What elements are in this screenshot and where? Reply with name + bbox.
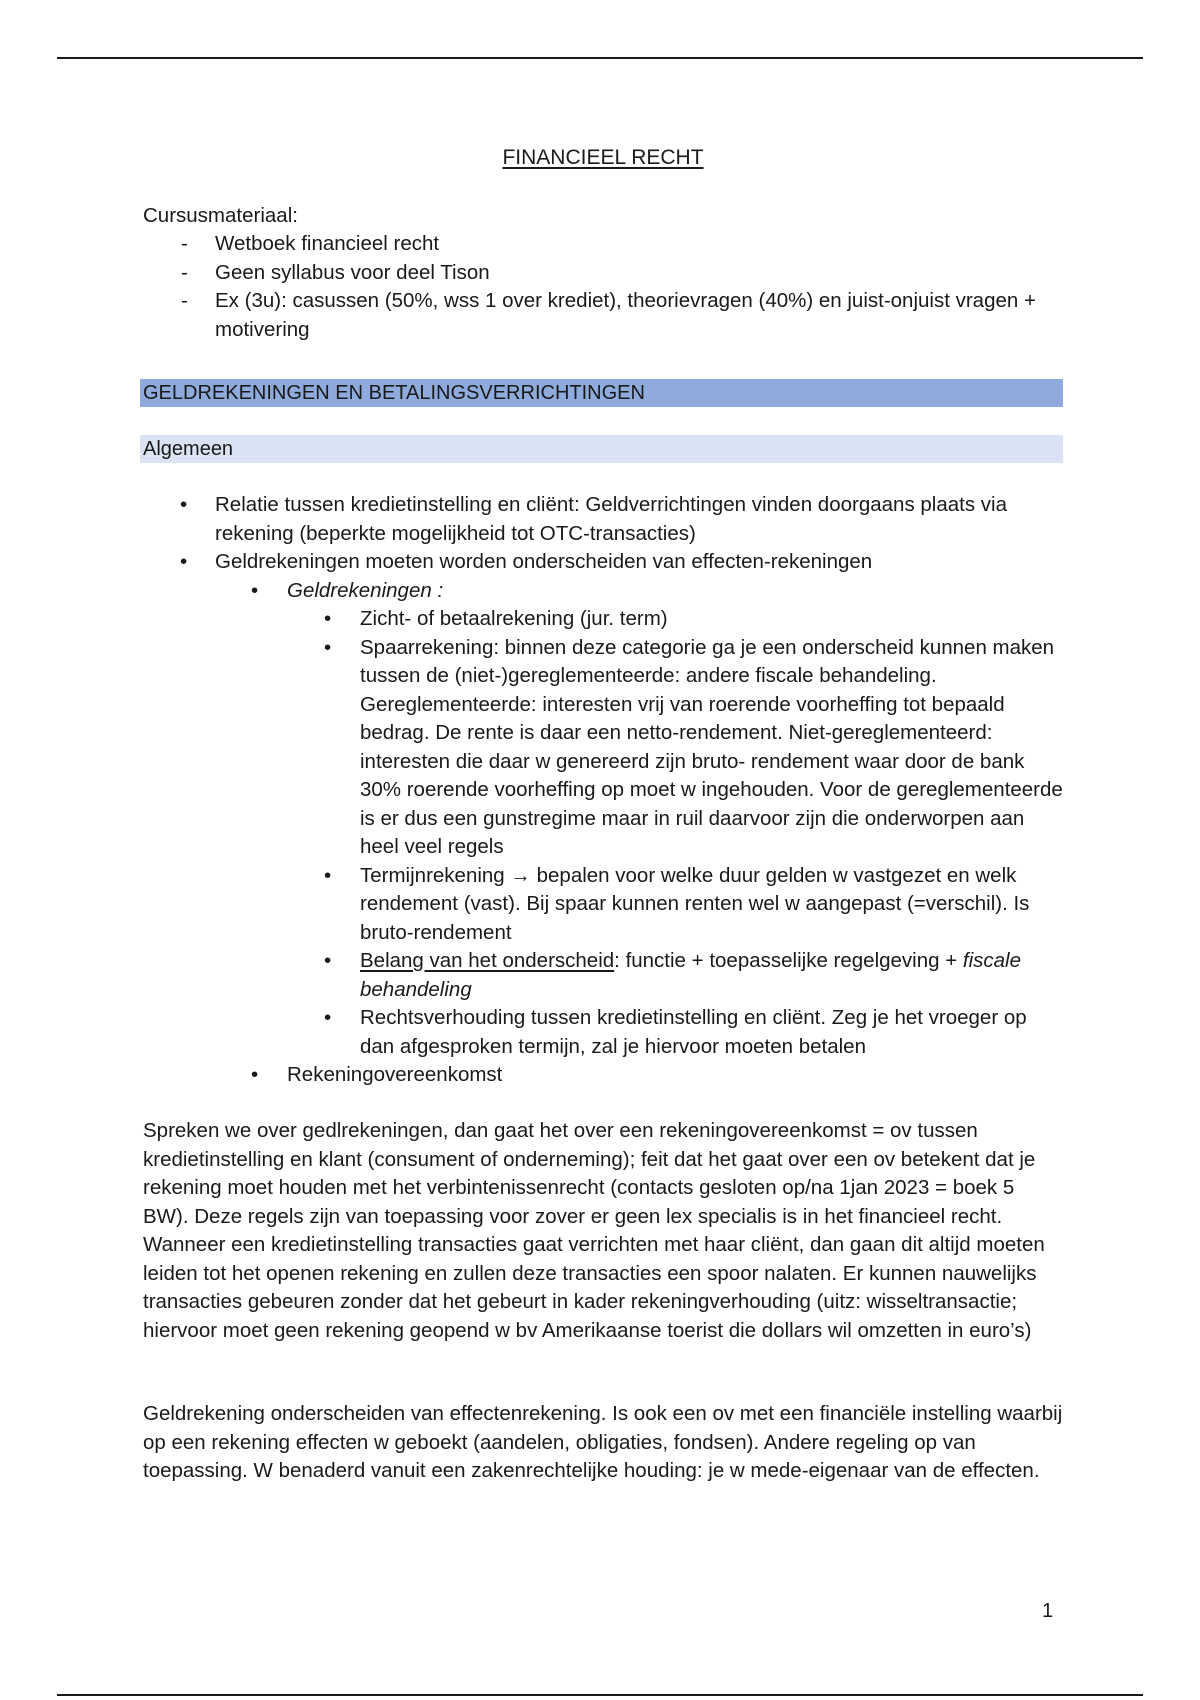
page-number: 1 [1042,1600,1054,1622]
subsection-heading: Algemeen [140,435,1063,463]
list-item: - Geen syllabus voor deel Tison [143,259,1063,288]
bottom-rule [57,1694,1143,1696]
list-item: • Zicht- of betaalrekening (jur. term) [143,605,1063,634]
bullet-marker: • [324,635,332,659]
bullet-marker: • [324,949,332,972]
materials-list [143,230,1063,344]
bullet-marker: • [324,1006,332,1029]
bullet-marker: • [180,550,188,573]
list-item: • Relatie tussen kredietinstelling en cliënt: Geldverrichtingen vinden doorgaans plaats via rekening (beperkte mogelijkheid tot OTC-transacties) [180,493,1007,545]
bullet-marker: • [251,1063,259,1086]
list-item: • Rechtsverhouding tussen kredietinstelling en cliënt. Zeg je het vroeger op dan afgesproken termijn, zal je hiervoor moeten betalen [324,1006,1027,1058]
bullet-marker: • [180,493,188,516]
bullet-marker: • [324,863,332,887]
bullet-marker: • [251,578,259,602]
materials-label: Cursusmateriaal: [143,204,298,227]
list-item: • Rekeningovereenkomst [143,1061,1063,1090]
dash-marker: - [181,289,188,312]
list-item: - Wetboek financieel recht [143,230,1063,259]
top-rule [57,57,1143,59]
list-item: • Geldrekeningen moeten worden onderscheiden van effecten-rekeningen [143,548,1063,577]
list-item: - Ex (3u): casussen (50%, wss 1 over krediet), theorievragen (40%) en juist-onjuist vragen + motivering [181,289,1036,341]
paragraph: Spreken we over gedlrekeningen, dan gaat het over een rekeningovereenkomst = ov tussen kredietinstelling en klant (consument of onderneming); feit dat het gaat over een ov betekent dat je rekening moet houden met het verbintenissenrecht (contacts gesloten op/na 1jan 2023 = boek 5 BW). Deze regels zijn van toepassing voor zover er geen lex specialis is in het financieel recht. Wanneer een kredietinstelling transacties gaat verrichten met haar cliënt, dan gaan dit altijd moeten leiden tot het openen rekening en zullen deze transacties een spoor nalaten. Er kunnen nauwelijks transacties gebeuren zonder dat het gebeurt in kader rekeningverhouding (uitz: wisseltransactie; hiervoor moet geen rekening geopend w bv Amerikaanse toerist die dollars wil omzetten in euro’s) [143,1119,1045,1342]
list-item: • Termijnrekening → bepalen voor welke duur gelden w vastgezet en welk rendement (vast). Bij spaar kunnen renten wel w aangepast (=verschil). Is bruto-rendement [324,863,1030,944]
bullet-list [143,491,1063,1090]
dash-marker: - [181,260,188,284]
dash-marker: - [181,232,188,255]
list-item: • Belang van het onderscheid: functie + toepasselijke regelgeving + fiscale behandeling [324,949,1022,1001]
list-item: • Geldrekeningen : [143,577,1063,606]
list-item: • Spaarrekening: binnen deze categorie ga je een onderscheid kunnen maken tussen de (niet-)gereglementeerde: andere fiscale behandeling. Gereglementeerde: interesten vrij van roerende voorheffing tot bepaald bedrag. De rente is daar een netto-rendement. Niet-gereglementeerd: interesten die daar w genereerd zijn bruto- rendement waar door de bank 30% roerende voorheffing op moet w ingehouden. Voor de gereglementeerde is er dus een gunstregime maar in ruil daarvoor zijn die onderworpen aan heel veel regels [324,635,1063,858]
paragraph: Geldrekening onderscheiden van effectenrekening. Is ook een ov met een financiële instelling waarbij op een rekening effecten w geboekt (aandelen, obligaties, fondsen). Andere regeling op van toepassing. W benaderd vanuit een zakenrechtelijke houding: je w mede-eigenaar van de effecten. [143,1402,1063,1482]
arrow-icon: → [510,863,531,887]
bullet-marker: • [324,607,332,630]
section-heading: GELDREKENINGEN EN BETALINGSVERRICHTINGEN [140,379,1063,407]
document-title: FINANCIEEL RECHT [502,146,704,169]
